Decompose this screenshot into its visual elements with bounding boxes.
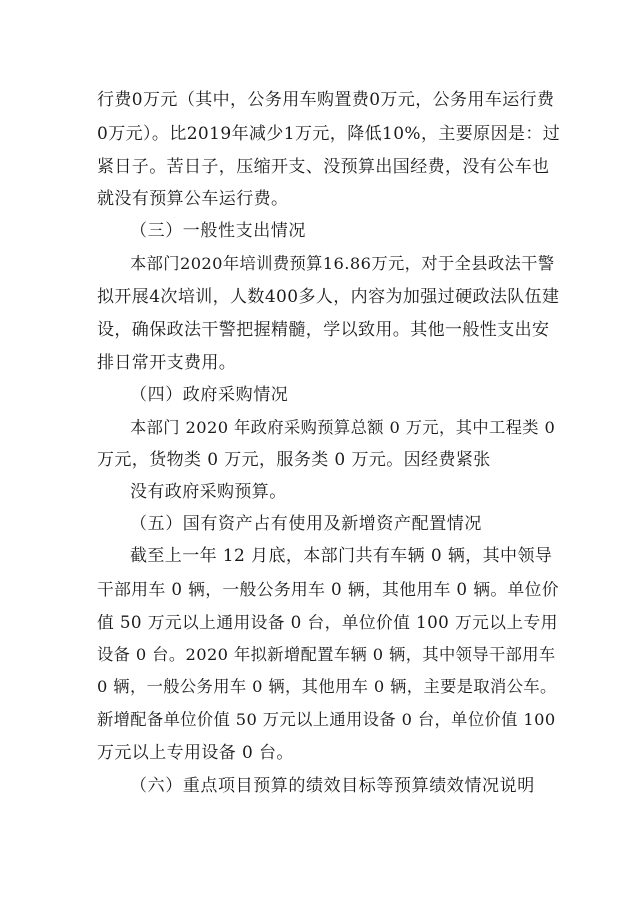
body-line: 本部门 2020 年政府采购预算总额 0 万元，其中工程类 0 xyxy=(130,418,556,437)
section-heading-state-assets: （五）国有资产占有使用及新增资产配置情况 xyxy=(130,514,482,534)
body-line: 排日常开支费用。 xyxy=(97,353,237,373)
section-heading-government-procurement: （四）政府采购情况 xyxy=(130,385,289,405)
body-line: 0 辆，一般公务用车 0 辆，其他用车 0 辆，主要是取消公车。 xyxy=(97,677,557,696)
body-line: 万元，货物类 0 万元，服务类 0 万元。因经费紧张 xyxy=(97,450,491,470)
body-line: 行费0万元（其中，公务用车购置费0万元，公务用车运行费 xyxy=(97,90,555,110)
body-line: 万元以上专用设备 0 台。 xyxy=(97,743,294,763)
body-line: 截至上一年 12 月底，本部门共有车辆 0 辆，其中领导 xyxy=(130,546,553,566)
body-line: 干部用车 0 辆，一般公务用车 0 辆，其他用车 0 辆。单位价 xyxy=(97,579,559,599)
body-line: 0万元）。比2019年减少1万元，降低10%，主要原因是：过 xyxy=(97,124,561,144)
body-line: 没有政府采购预算。 xyxy=(130,482,287,502)
section-heading-general-expenditure: （三）一般性支出情况 xyxy=(130,221,306,241)
body-line: 就没有预算公车运行费。 xyxy=(97,189,289,209)
body-line: 本部门2020年培训费预算16.86万元，对于全县政法干警 xyxy=(130,254,555,273)
section-heading-performance-goals: （六）重点项目预算的绩效目标等预算绩效情况说明 xyxy=(130,776,535,796)
body-line: 设备 0 台。2020 年拟新增配置车辆 0 辆，其中领导干部用车 xyxy=(97,645,556,664)
body-line: 拟开展4次培训，人数400多人，内容为加强过硬政法队伍建 xyxy=(97,287,560,307)
body-line: 紧日子。苦日子，压缩开支、没预算出国经费，没有公车也 xyxy=(97,157,550,177)
body-line: 值 50 万元以上通用设备 0 台，单位价值 100 万元以上专用 xyxy=(97,612,558,632)
body-line: 新增配备单位价值 50 万元以上通用设备 0 台，单位价值 100 xyxy=(97,710,556,729)
body-line: 设，确保政法干警把握精髓，学以致用。其他一般性支出安 xyxy=(97,320,550,340)
